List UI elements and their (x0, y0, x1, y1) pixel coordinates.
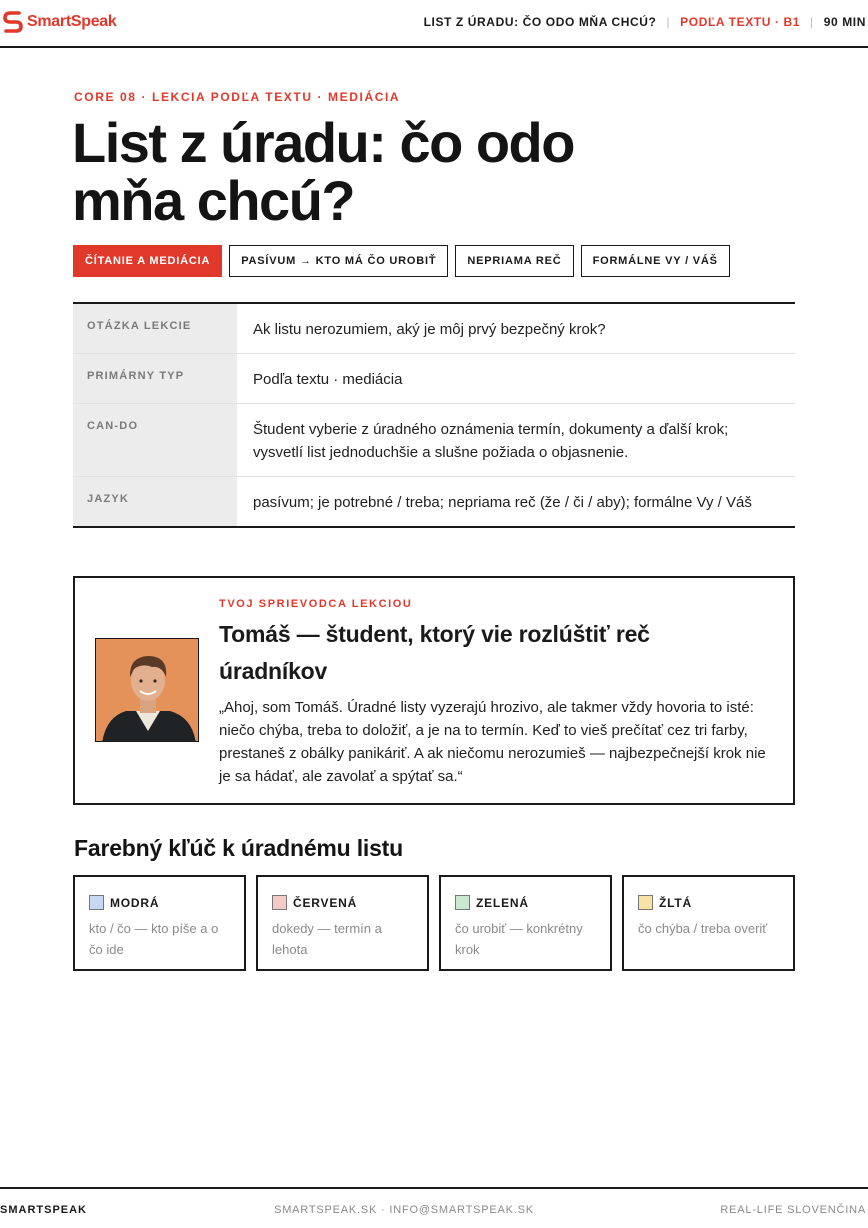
divider: | (810, 15, 814, 29)
key-name: MODRÁ (110, 895, 160, 910)
red-swatch-icon (272, 895, 287, 910)
lesson-meta (424, 15, 866, 29)
yellow-swatch-icon (638, 895, 653, 910)
blue-swatch-icon (89, 895, 104, 910)
page-footer (0, 1187, 868, 1228)
tag-passive[interactable]: PASÍVUM → KTO MÁ ČO UROBIŤ (229, 245, 448, 277)
key-head (272, 895, 413, 910)
lesson-eyebrow: CORE 08 · LEKCIA PODĽA TEXTU · MEDIÁCIA (74, 90, 401, 104)
lesson-duration: 90 MIN (823, 15, 866, 29)
logo[interactable] (2, 9, 117, 35)
info-key: OTÁZKA LEKCIE (73, 304, 237, 353)
color-key-red (256, 875, 429, 971)
tag-reading-mediation[interactable]: ČÍTANIE A MEDIÁCIA (73, 245, 222, 277)
page-title: List z úradu: čo odo mňa chcú? (72, 111, 574, 232)
lesson-title-short: LIST Z ÚRADU: ČO ODO MŇA CHCÚ? (423, 15, 657, 29)
info-key: JAZYK (73, 477, 237, 526)
guide-title: Tomáš — študent, ktorý vie rozlúštiť reč úradníkov (219, 621, 650, 684)
color-key-green (439, 875, 612, 971)
portrait-photo-icon (96, 639, 199, 742)
key-name: ŽLTÁ (659, 895, 692, 910)
key-name: ZELENÁ (476, 895, 529, 910)
brand-name: SmartSpeak (27, 13, 117, 30)
guide-card (73, 576, 795, 805)
key-head (89, 895, 230, 910)
lesson-level: PODĽA TEXTU · B1 (680, 15, 800, 29)
key-description: dokedy — termín a lehota (272, 921, 382, 957)
footer-brand: SMARTSPEAK (0, 1204, 88, 1216)
info-value: Ak listu nerozumiem, aký je môj prvý bezpečný krok? (253, 321, 606, 338)
key-description: čo urobiť — konkrétny krok (455, 921, 583, 957)
guide-eyebrow: TVOJ SPRIEVODCA LEKCIOU (219, 598, 413, 610)
tag-indirect-speech[interactable]: NEPRIAMA REČ (455, 245, 573, 277)
avatar (95, 638, 199, 742)
top-bar (0, 0, 868, 48)
divider: | (666, 15, 671, 29)
info-row-can-do (73, 403, 795, 476)
key-description: kto / čo — kto píše a o čo ide (89, 921, 219, 957)
key-head (638, 895, 779, 910)
color-key-title: Farebný kľúč k úradnému listu (74, 835, 403, 861)
key-description: čo chýba / treba overiť (638, 921, 768, 936)
color-key-list (73, 875, 795, 971)
key-name: ČERVENÁ (293, 895, 358, 910)
info-key: PRIMÁRNY TYP (73, 354, 237, 403)
guide-quote: „Ahoj, som Tomáš. Úradné listy vyzerajú hrozivo, ale takmer vždy hovoria to isté: niečo chýba, treba to doložiť, a je na to termín. Keď to vieš prečítať cez tri farby, prestaneš z obálky panikáriť. A ak niečomu nerozumieš — najbezpečnejší krok nie je sa hádať, ale zavolať a spýtať sa.“ (219, 699, 766, 785)
info-row-question (73, 304, 795, 353)
info-value: Študent vyberie z úradného oznámenia termín, dokumenty a ďalší krok; vysvetlí list jednoduchšie a slušne požiada o objasnenie. (253, 421, 729, 461)
tag-formal-address[interactable]: FORMÁLNE VY / VÁŠ (581, 245, 730, 277)
info-row-language (73, 476, 795, 526)
color-key-yellow (622, 875, 795, 971)
smartspeak-logo-icon (2, 9, 24, 35)
info-row-type (73, 353, 795, 403)
tag-list (73, 245, 730, 277)
info-value: Podľa textu · mediácia (253, 371, 403, 388)
color-key-blue (73, 875, 246, 971)
footer-contact[interactable]: SMARTSPEAK.SK · INFO@SMARTSPEAK.SK (274, 1204, 534, 1216)
info-key: CAN-DO (73, 404, 237, 476)
info-value: pasívum; je potrebné / treba; nepriama reč (že / či / aby); formálne Vy / Váš (253, 494, 752, 511)
footer-tagline: REAL-LIFE SLOVENČINA (720, 1204, 866, 1216)
lesson-info-table (73, 302, 795, 528)
green-swatch-icon (455, 895, 470, 910)
key-head (455, 895, 596, 910)
